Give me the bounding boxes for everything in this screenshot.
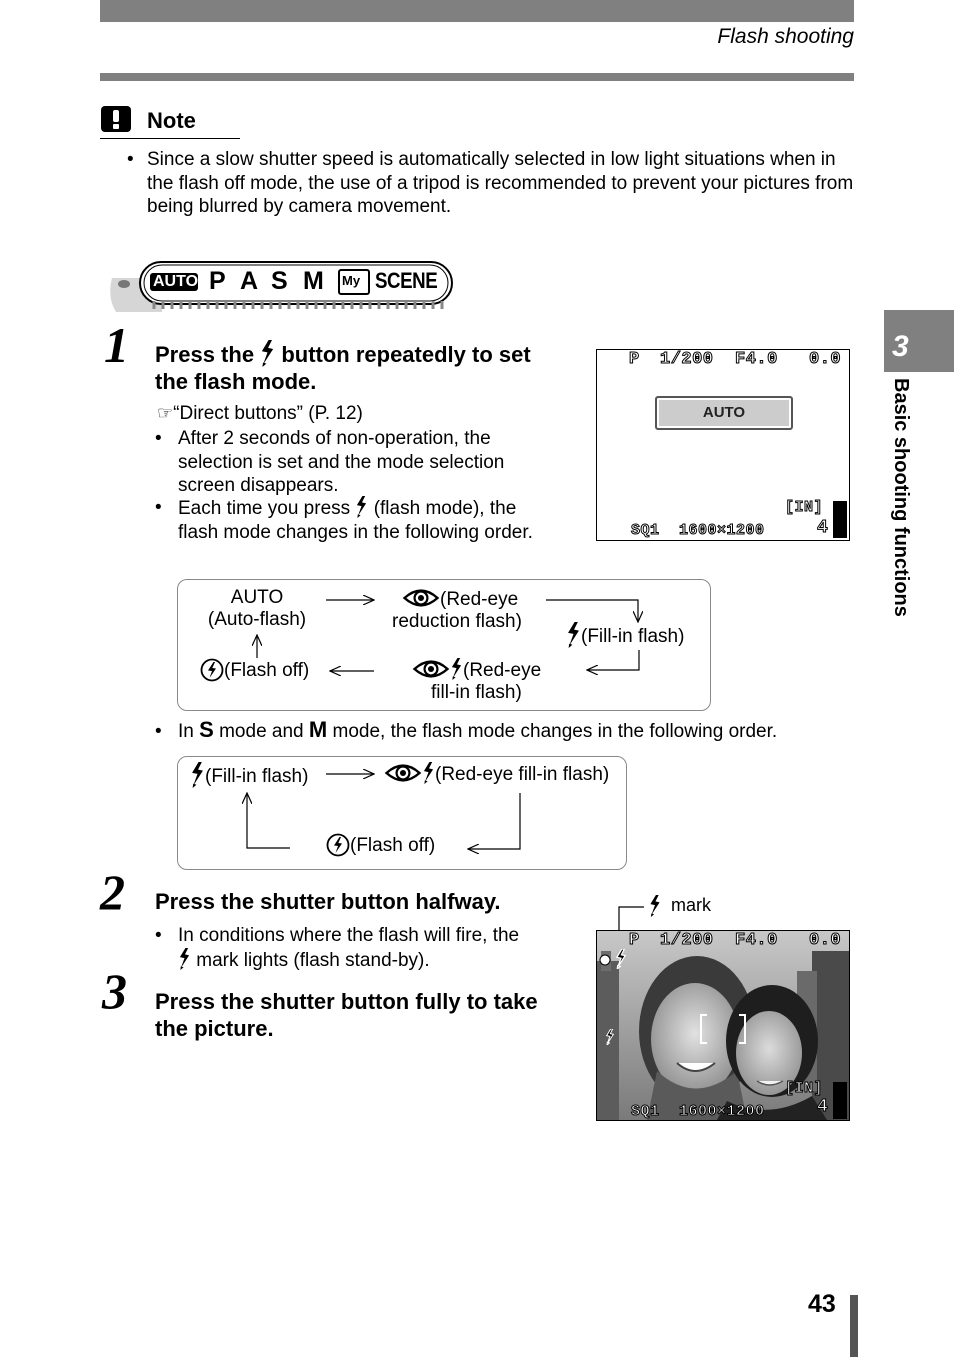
flash-off-icon [200,658,224,682]
red-eye-icon [402,587,440,609]
flash-icon [566,622,581,648]
chapter-number: 3 [892,330,909,363]
step2-bullet-text: In conditions where the flash will fire, the mark lights (flash stand-by). [178,925,520,971]
step3-number: 3 [102,963,127,1019]
lcd2-shutter: 1/200 [660,931,714,950]
dial-mode-s: S [271,267,288,295]
flash-mode-cycle-diagram [177,579,711,711]
lcd2-quality: SQ1 [631,1103,660,1120]
dial-scene: SCENE [375,268,438,293]
note-icon [101,106,131,132]
header-rule [100,73,854,81]
flash-mark-label: mark [671,895,711,915]
dial-mode-p: P [209,267,226,295]
lcd-count: 4 [817,518,829,538]
cycle2-redeye-fill: (Red-eye fill-in flash) [384,762,609,787]
lcd-screen-standby [596,930,850,1121]
header-bar [100,0,854,22]
lcd-size: 1600×1200 [679,522,765,539]
chapter-label: Basic shooting functions [890,378,912,617]
lcd-battery-bar [833,501,847,538]
dial-auto: AUTO [150,273,198,291]
lcd2-count: 4 [817,1097,829,1117]
step1-bullet2-text: Each time you press (flash mode), the flash mode changes in the following order. [178,498,533,543]
mode-dial [102,262,454,312]
cycle-redeye-fill: (Red-eye fill-in flash) [412,658,572,704]
mode-s-icon: S [199,717,214,742]
chapter-tab [884,310,954,372]
note-rule [100,138,240,139]
dial-mode-a: A [240,267,259,295]
sm-bullet-dot: • [155,721,162,742]
dial-mode-m: M [303,267,324,295]
cycle-flash-off: (Flash off) [200,658,309,683]
step1-bullet1-dot: • [155,428,162,449]
lcd-ev: 0.0 [809,350,842,369]
step1-number: 1 [104,317,129,373]
flash-icon [648,895,662,917]
flash-icon [450,658,463,680]
flash-off-icon [326,833,350,857]
note-bullet-text: Since a slow shutter speed is automatically selected in low light situations when in the flash off mode, the use of a tripod is recommended to prevent your pictures from being blurred by camera movement. [147,149,854,217]
cycle-redeye: (Red-eye reduction flash) [392,589,522,632]
flash-icon [355,496,368,518]
lcd2-aperture: F4.0 [735,931,778,950]
lcd2-size: 1600×1200 [679,1103,765,1120]
section-title: Flash shooting [717,25,854,48]
lcd-shutter: 1/200 [660,350,714,369]
page-number: 43 [808,1290,836,1318]
lcd-screen-flash-mode [596,349,850,541]
dial-my-icon: My [338,269,370,295]
note-bullet-dot: • [127,149,134,170]
cycle-auto: AUTO (Auto-flash) [207,587,307,630]
lcd-aperture: F4.0 [735,350,778,369]
cycle2-flash-off: (Flash off) [326,833,435,858]
step1-reference: ☞“Direct buttons” (P. 12) [157,403,363,424]
reference-hand-icon: ☞ [157,403,174,423]
mode-m-icon: M [308,717,328,742]
flash-icon [422,762,435,784]
lcd-auto-button: AUTO [655,396,793,430]
lcd2-mode: P [629,931,640,950]
step2-number: 2 [100,864,125,920]
step3-heading: Press the shutter button fully to take the picture. [155,989,538,1041]
cycle-fill-in: (Fill-in flash) [566,622,684,649]
lcd-quality: SQ1 [631,522,660,539]
lcd2-memory: [IN] [785,1080,824,1097]
step2-bullet-dot: • [155,925,162,946]
red-eye-icon [384,762,422,784]
flash-icon [190,762,205,788]
cycle2-fill-in: (Fill-in flash) [190,762,308,789]
flash-mode-icon [605,1029,615,1045]
lcd2-ev: 0.0 [809,931,842,950]
flash-icon [178,948,191,970]
flash-icon [260,340,275,367]
sm-bullet-text: In S mode and M mode, the flash mode changes in the following order. [178,717,778,742]
lcd-memory: [IN] [785,499,824,516]
lcd-mode: P [629,350,640,369]
lcd2-battery-bar [833,1082,847,1119]
step1-bullet2-dot: • [155,497,162,518]
page-edge-bar [850,1295,858,1357]
flash-standby-icon [615,949,627,969]
step2-heading: Press the shutter button halfway. [155,889,501,914]
step1-heading: Press the button repeatedly to set the flash mode. [155,342,531,394]
step1-bullet1-text: After 2 seconds of non-operation, the selection is set and the mode selection screen disappears. [178,428,505,496]
sm-flash-cycle-diagram [177,756,627,870]
red-eye-icon [412,658,450,680]
note-title: Note [147,108,196,133]
